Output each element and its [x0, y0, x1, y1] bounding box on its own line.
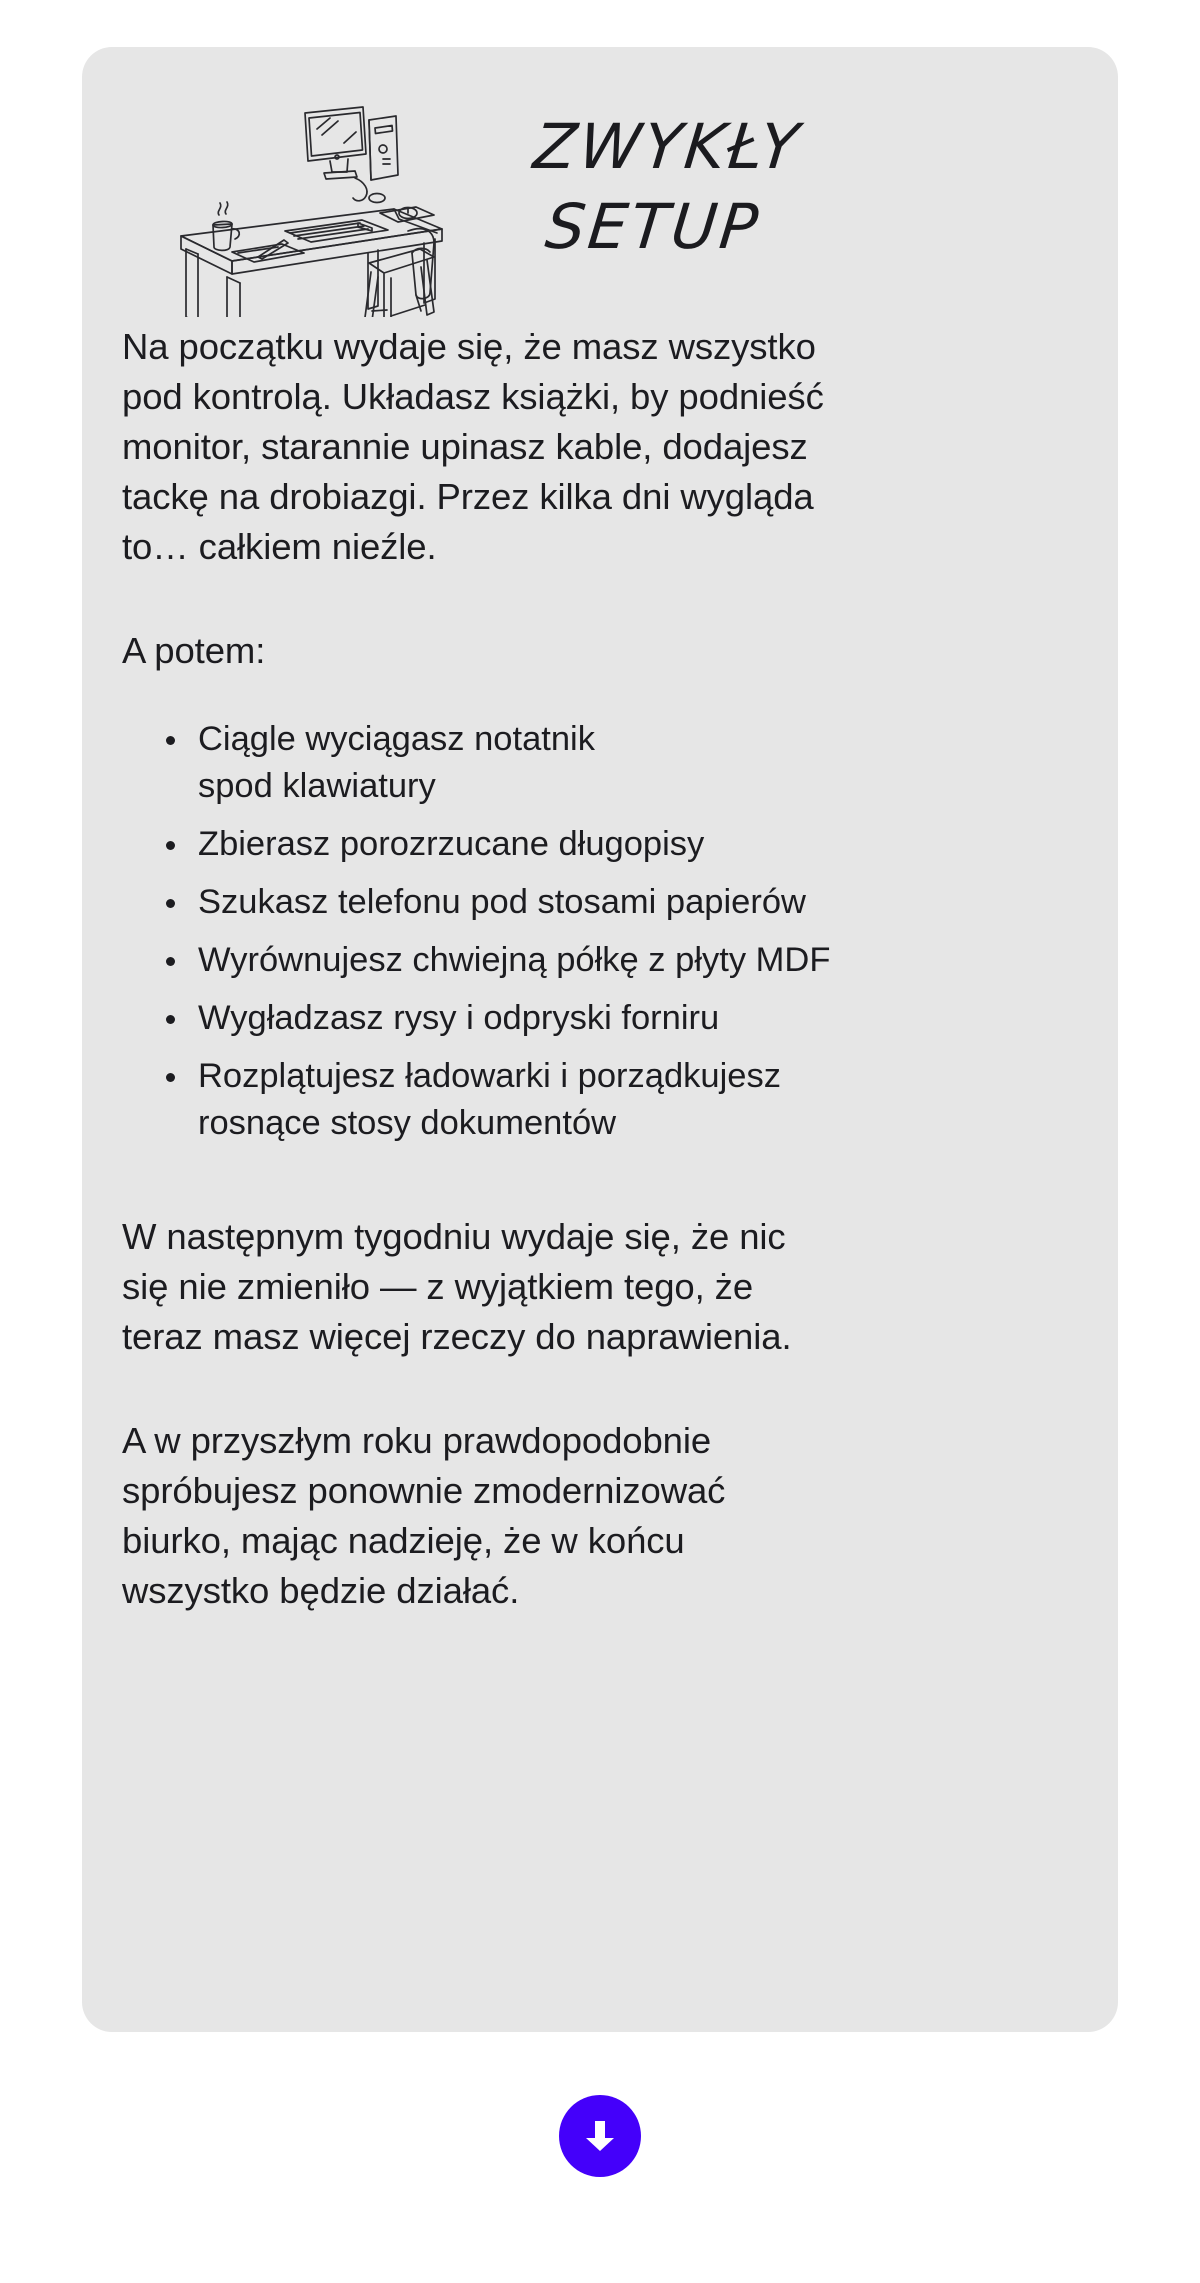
desk-setup-illustration — [172, 97, 452, 317]
closing-line: biurko, mając nadzieję, że w końcu — [122, 1520, 685, 1561]
spacer — [122, 676, 1082, 716]
download-button[interactable] — [559, 2095, 641, 2177]
content-card — [82, 47, 1118, 2032]
card-title-line-1: ZWYKŁY — [530, 110, 805, 183]
list-item-line: Szukasz telefonu pod stosami papierów — [198, 883, 806, 921]
closing-line: spróbujesz ponownie zmodernizować — [122, 1470, 726, 1511]
intro-line: monitor, starannie upinasz kable, dodajesz — [122, 426, 808, 467]
download-arrow-icon — [578, 2114, 622, 2158]
intro-line: to… całkiem nieźle. — [122, 526, 437, 567]
card-title-line-2: SETUP — [542, 190, 765, 263]
closing-line: wszystko będzie działać. — [122, 1570, 520, 1611]
closing-line: się nie zmieniło — z wyjątkiem tego, że — [122, 1266, 754, 1307]
closing-paragraph-1 — [122, 1212, 1082, 1362]
card-body — [122, 322, 1082, 1616]
list-item — [162, 937, 1082, 984]
card-header — [82, 47, 1118, 307]
closing-line: W następnym tygodniu wydaje się, że nic — [122, 1216, 786, 1257]
intro-line: pod kontrolą. Układasz książki, by podnieść — [122, 376, 824, 417]
list-item-line: Wygładzasz rysy i odpryski forniru — [198, 999, 720, 1037]
card-title — [530, 107, 1054, 267]
intro-line: tackę na drobiazgi. Przez kilka dni wygląda — [122, 476, 814, 517]
closing-paragraph-2 — [122, 1416, 1082, 1616]
problem-list — [122, 716, 1082, 1147]
closing-line: A w przyszłym roku prawdopodobnie — [122, 1420, 712, 1461]
list-item — [162, 1053, 1082, 1147]
download-button-row — [0, 2095, 1200, 2177]
list-item-line: Ciągle wyciągasz notatnik — [198, 720, 595, 758]
intro-line: Na początku wydaje się, że masz wszystko — [122, 326, 816, 367]
list-item-line: Wyrównujesz chwiejną półkę z płyty MDF — [198, 941, 831, 979]
list-item — [162, 716, 1082, 810]
closing-line: teraz masz więcej rzeczy do naprawienia. — [122, 1316, 792, 1357]
list-item-line: rosnące stosy dokumentów — [198, 1104, 617, 1142]
spacer — [122, 1362, 1082, 1416]
intro-paragraph — [122, 322, 1082, 572]
list-item-line: Rozplątujesz ładowarki i porządkujesz — [198, 1057, 781, 1095]
list-item — [162, 821, 1082, 868]
list-item — [162, 879, 1082, 926]
lead-in-text: A potem: — [122, 630, 266, 671]
spacer — [122, 1158, 1082, 1212]
spacer — [122, 572, 1082, 626]
list-item — [162, 995, 1082, 1042]
list-item-line: Zbierasz porozrzucane długopisy — [198, 825, 705, 863]
list-item-line: spod klawiatury — [198, 767, 436, 805]
